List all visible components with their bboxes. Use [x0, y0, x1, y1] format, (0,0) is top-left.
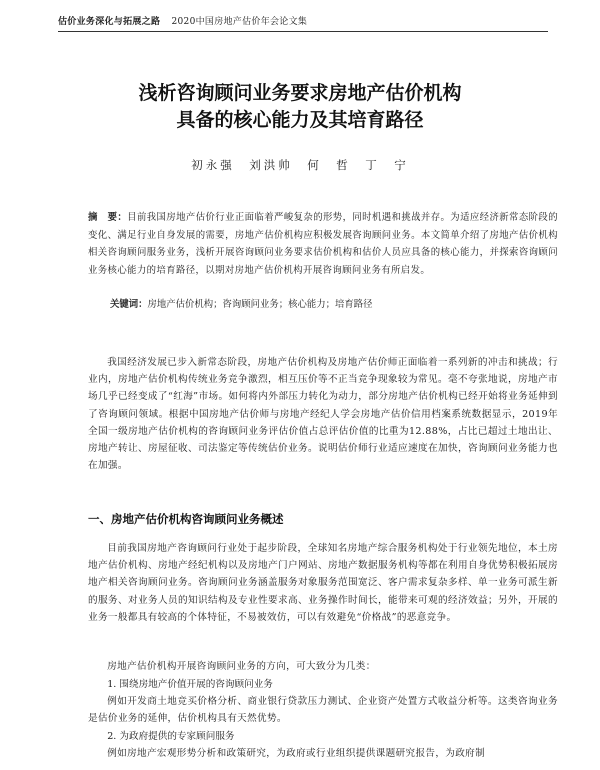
keywords	[110, 296, 560, 313]
abstract-text: 目前我国房地产估价行业正面临着严峻复杂的形势，同时机遇和挑战并存。为适应经济新常态阶段的变化、满足行业自身发展的需要，房地产估价机构应积极发展咨询顾问业务。本文简单介绍了房地产估价机构相关咨询顾问服务业务，浅析开展咨询顾问业务要求估价机构和估价人员应具备的核心能力，并探索咨询顾问业务核心能力的培育路径，以期对房地产估价机构开展咨询顾问业务有所启发。	[88, 212, 558, 276]
title-line-1: 浅析咨询顾问业务要求房地产估价机构	[138, 82, 462, 104]
running-header	[58, 14, 548, 32]
keywords-label: 关键词：	[110, 299, 148, 310]
paragraph-overview: 目前我国房地产咨询顾问行业处于起步阶段，全球知名房地产综合服务机构处于行业领先地位，本土房地产估价机构、房地产经纪机构以及房地产门户网站、房地产数据服务机构等都在利用自身优势积极拓展房地产相关咨询顾问业务。咨询顾问业务涵盖服务对象服务范围宽泛、客户需求复杂多样、单一业务可派生新的服务、对业务人员的知识结构及专业性要求高、业务操作时间长，能带来可观的经济效益；另外，开展的业务一般都具有较高的个体特征，不易被效仿，可以有效避免“价格战”的恶意竞争。	[88, 543, 558, 623]
section-heading-1: 一、房地产估价机构咨询顾问业务概述	[88, 512, 284, 526]
proceedings-title: 2020中国房地产估价年会论文集	[171, 17, 308, 27]
paragraph-intro: 我国经济发展已步入新常态阶段，房地产估价机构及房地产估价师正面临着一系列新的冲击和挑战；行业内，房地产估价机构传统业务竞争激烈，相互压价等不正当竞争现象较为常见。毫不夸张地说，房地产市场几乎已经变成了“红海”市场。如何将内外部压力转化为动力，部分房地产估价机构已经开始将业务延伸到了咨询顾问领域。根据中国房地产估价师与房地产经纪人学会房地产估价信用档案系统数据显示，2019年全国一级房地产估价机构的咨询顾问业务评估价值占总评估价值的比重为12.88%，占比已超过土地出让、房地产转让、房屋征收、司法鉴定等传统估价业务。说明估价师行业适应速度在加快，咨询顾问业务能力也在加强。	[88, 357, 558, 472]
paragraph-item1-detail: 例如开发商土地竞买价格分析、商业银行贷款压力测试、企业资产处置方式收益分析等。这类咨询业务是估价业务的延伸，估价机构具有天然优势。	[88, 696, 558, 725]
abstract	[88, 209, 558, 279]
title-line-2: 具备的核心能力及其培育路径	[176, 109, 424, 131]
series-title: 估价业务深化与拓展之路	[58, 17, 161, 27]
keywords-text: 房地产估价机构；咨询顾问业务；核心能力；培育路径	[147, 299, 373, 310]
paragraph-directions: 房地产估价机构开展咨询顾问业务的方向，可大致分为几类：	[107, 661, 376, 672]
paragraph-item2-detail: 例如房地产宏观形势分析和政策研究，为政府或行业组织提供课题研究报告，为政府制	[107, 748, 486, 759]
abstract-label: 摘 要：	[88, 212, 128, 223]
article-title	[50, 80, 550, 134]
authors: 初永强 刘洪帅 何 哲 丁 宁	[191, 158, 409, 172]
list-item-2: 2. 为政府提供的专家顾问服务	[107, 731, 235, 742]
list-item-1: 1. 围绕房地产价值开展的咨询顾问业务	[107, 679, 273, 690]
